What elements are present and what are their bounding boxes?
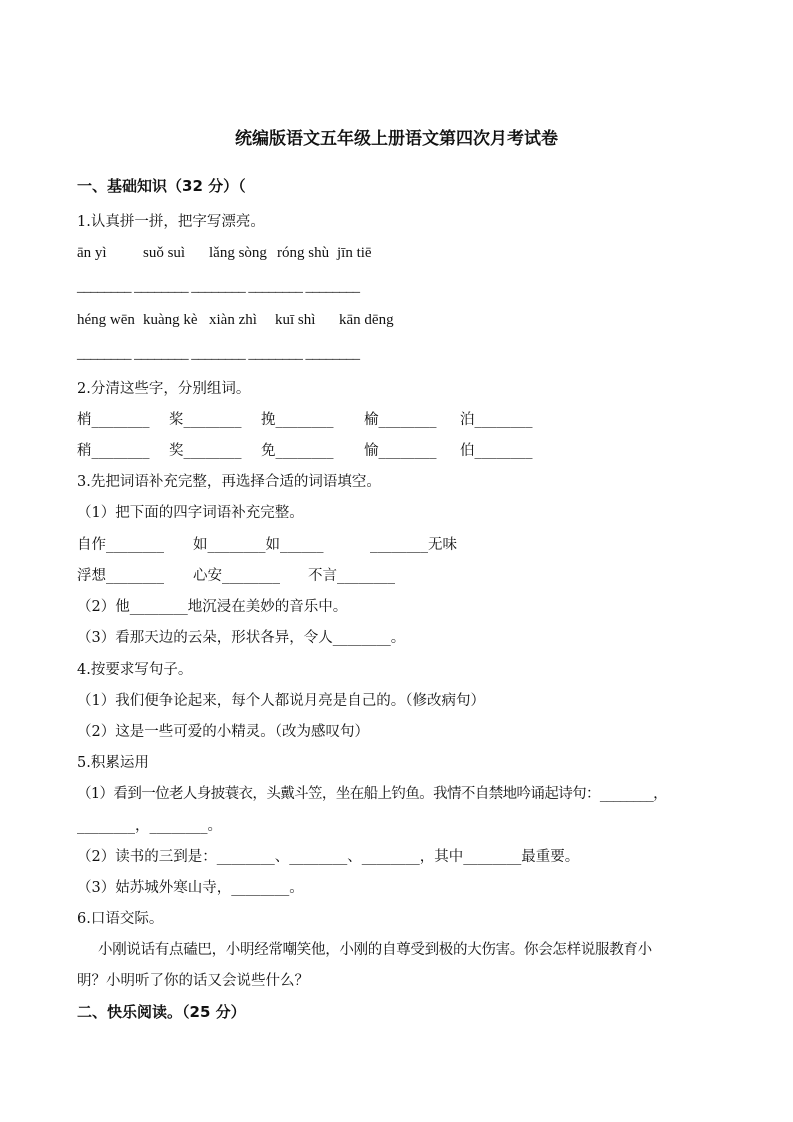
- q2-word-item[interactable]: 奖________: [169, 443, 242, 459]
- q5-sub-1-line-1: （1）看到一位老人身披蓑衣，头戴斗笠，坐在船上钓鱼。我情不自禁地吟诵起诗句：________，: [77, 786, 668, 802]
- q5-sub-3: （3）姑苏城外寒山寺，________。: [77, 880, 304, 896]
- pinyin-item: kuī shì: [275, 312, 316, 328]
- q6-text-line-1: 小刚说话有点磕巴，小明经常嘲笑他，小刚的自尊受到极的大伤害。你会怎样说服教育小: [98, 942, 652, 958]
- q2-word-item[interactable]: 泊________: [460, 412, 533, 428]
- q2-word-item[interactable]: 梢________: [77, 412, 150, 428]
- q4-sub-1: （1）我们便争论起来，每个人都说月亮是自己的。（修改病句）: [77, 693, 485, 709]
- pinyin-item: héng wēn: [77, 312, 135, 328]
- q2-prompt: 2.分清这些字，分别组词。: [77, 381, 251, 397]
- q1-pinyin-row-1: [77, 245, 372, 262]
- q3-idiom-item[interactable]: ________无味: [370, 537, 457, 553]
- q1-blank-row-1[interactable]: ________ ________ ________ ________ ________: [77, 279, 360, 295]
- q2-word-item[interactable]: 免________: [261, 443, 334, 459]
- q2-word-item[interactable]: 榆________: [364, 412, 437, 428]
- pinyin-item: xiàn zhì: [209, 312, 257, 328]
- pinyin-item: jīn tiē: [337, 245, 372, 261]
- q3-sub-3: （3）看那天边的云朵，形状各异，令人________。: [77, 630, 406, 646]
- q1-prompt: 1.认真拼一拼，把字写漂亮。: [77, 214, 265, 230]
- q5-sub-2: （2）读书的三到是：________、________、________，其中________最重要。: [77, 849, 580, 865]
- pinyin-item: kān dēng: [339, 312, 394, 328]
- q4-sub-2: （2）这是一些可爱的小精灵。（改为感叹句）: [77, 724, 369, 740]
- q2-word-item[interactable]: 桨________: [169, 412, 242, 428]
- q2-word-item[interactable]: 愉________: [364, 443, 437, 459]
- pinyin-item: suǒ suì: [143, 245, 186, 261]
- q2-word-item[interactable]: 伯________: [460, 443, 533, 459]
- pinyin-item: kuàng kè: [143, 312, 198, 328]
- q3-sub-1: （1）把下面的四字词语补充完整。: [77, 505, 304, 521]
- section-1-heading: 一、基础知识（32 分）（: [77, 177, 246, 195]
- q5-prompt: 5.积累运用: [77, 755, 149, 771]
- q2-word-item[interactable]: 挽________: [261, 412, 334, 428]
- q3-sub-2: （2）他________地沉浸在美妙的音乐中。: [77, 599, 348, 615]
- q3-idiom-item[interactable]: 自作________: [77, 537, 164, 553]
- q1-pinyin-row-2: [77, 312, 394, 329]
- q3-idiom-item[interactable]: 不言________: [308, 568, 395, 584]
- q3-idiom-item[interactable]: 心安________: [193, 568, 280, 584]
- pinyin-item: róng shù: [277, 245, 330, 261]
- q6-prompt: 6.口语交际。: [77, 911, 164, 927]
- q4-prompt: 4.按要求写句子。: [77, 662, 193, 678]
- q6-text-line-2: 明？小明听了你的话又会说些什么？: [77, 973, 309, 989]
- q2-word-item[interactable]: 稍________: [77, 443, 150, 459]
- pinyin-item: lǎng sòng: [209, 245, 267, 261]
- pinyin-item: ān yì: [77, 245, 107, 261]
- section-2-heading: 二、快乐阅读。（25 分）: [77, 1003, 246, 1021]
- q3-idiom-item[interactable]: 如________如______: [193, 537, 324, 553]
- q3-prompt: 3.先把词语补充完整，再选择合适的词语填空。: [77, 474, 381, 490]
- q5-sub-1-line-2: ________，________。: [77, 818, 222, 834]
- q1-blank-row-2[interactable]: ________ ________ ________ ________ ________: [77, 346, 360, 362]
- exam-title: 统编版语文五年级上册语文第四次月考试卷: [235, 129, 558, 149]
- q3-idiom-item[interactable]: 浮想________: [77, 568, 164, 584]
